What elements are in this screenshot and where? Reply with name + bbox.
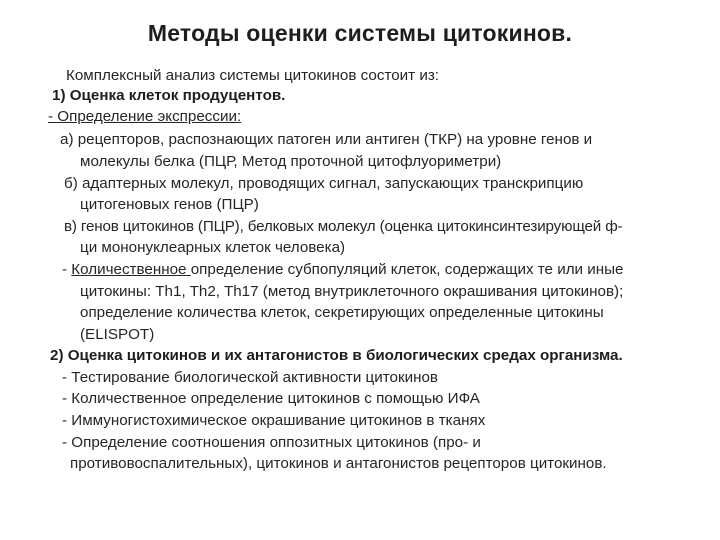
section1-heading: 1) Оценка клеток продуцентов. xyxy=(52,87,286,104)
quantitative-line3: определение количества клеток, секретирующих определенные цитокины xyxy=(80,304,604,321)
quantitative-line4: (ELISPOT) xyxy=(80,326,155,343)
quantitative-line1 xyxy=(62,260,624,280)
section2-bullet2: - Количественное определение цитокинов с помощью ИФА xyxy=(62,390,480,407)
quantitative-line2: цитокины: Th1, Th2, Th17 (метод внутриклеточного окрашивания цитокинов); xyxy=(80,283,624,300)
section2-heading: 2) Оценка цитокинов и их антагонистов в биологических средах организма. xyxy=(50,347,623,364)
section2-bullet3: - Иммуногистохимическое окрашивание цитокинов в тканях xyxy=(62,412,486,429)
section2-bullet1: - Тестирование биологической активности цитокинов xyxy=(62,369,438,386)
intro-text: Комплексный анализ системы цитокинов состоит из: xyxy=(66,67,439,84)
item-b-line2: цитогеновых генов (ПЦР) xyxy=(80,196,259,213)
item-a-line1: а) рецепторов, распознающих патоген или антиген (ТКР) на уровне генов и xyxy=(60,131,593,148)
section2-bullet4-line2: противовоспалительных), цитокинов и антагонистов рецепторов цитокинов. xyxy=(70,455,607,472)
item-v-line1: в) генов цитокинов (ПЦР), белковых молекул (оценка цитокинсинтезирующей ф- xyxy=(64,218,623,235)
quantitative-underlined: Количественное xyxy=(71,261,191,278)
item-a-line2: молекулы белка (ПЦР, Метод проточной цитофлуориметри) xyxy=(80,153,502,170)
expression-label: - Определение экспрессии: xyxy=(48,108,242,125)
slide-title: Методы оценки системы цитокинов. xyxy=(147,20,573,46)
quantitative-prefix: - xyxy=(62,261,72,278)
section2-bullet4-line1: - Определение соотношения оппозитных цитокинов (про- и xyxy=(62,434,481,451)
item-b-line1: б) адаптерных молекул, проводящих сигнал, запускающих транскрипцию xyxy=(64,175,584,192)
quantitative-rest: определение субпопуляций клеток, содержащих те или иные xyxy=(190,261,624,278)
item-v-line2: ци мононуклеарных клеток человека) xyxy=(80,239,346,256)
